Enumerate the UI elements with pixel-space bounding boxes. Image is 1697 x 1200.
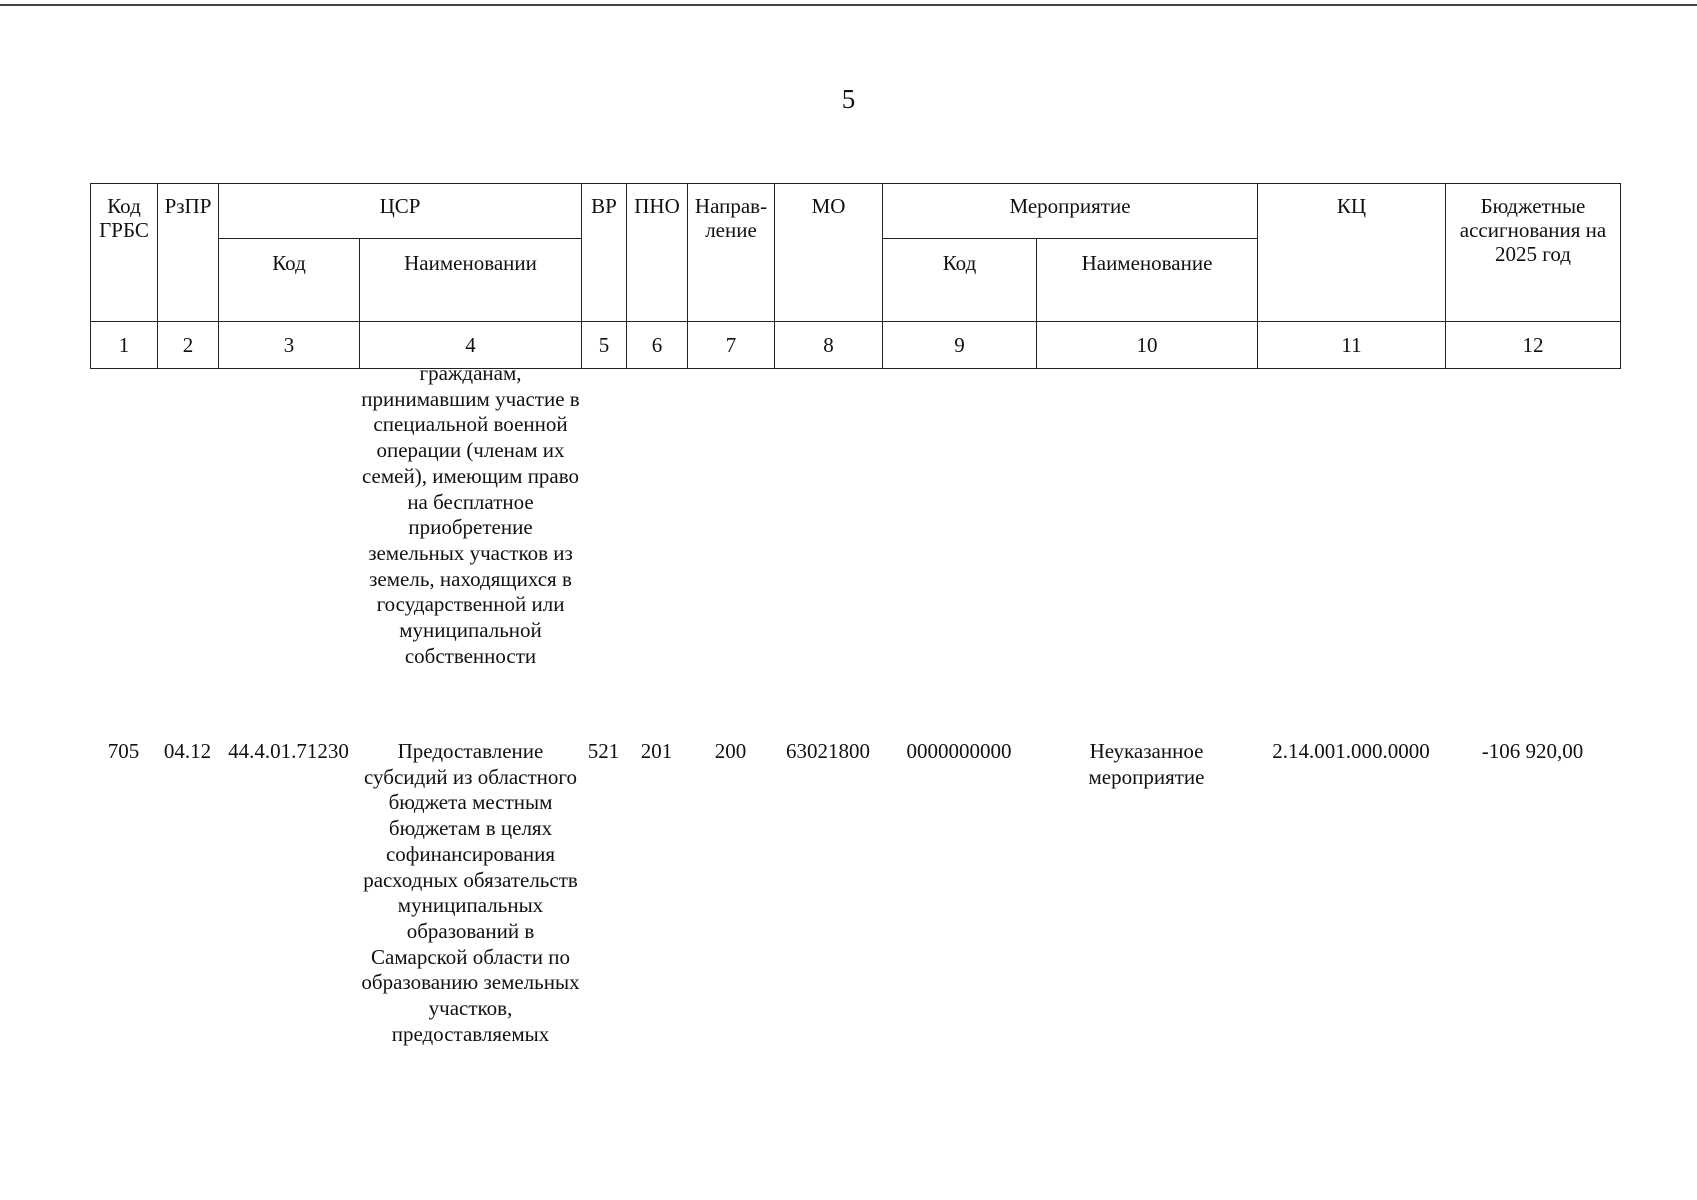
header-event-code: Код <box>883 239 1037 322</box>
row-pno: 201 <box>640 739 673 763</box>
budget-table <box>90 183 1621 369</box>
row-event-code: 0000000000 <box>906 739 1012 763</box>
row-kc: 2.14.001.000.0000 <box>1272 739 1430 763</box>
column-number: 9 <box>883 322 1037 369</box>
column-number: 6 <box>627 322 688 369</box>
row-csr-name: Предоставление субсидий из областного бюджета местным бюджетам в целях софинансирования расходных обязательств муниципальных образований в Самарской области по образованию земельных участков, предоставляемых <box>361 739 580 1046</box>
column-number: 5 <box>582 322 627 369</box>
row-budget: -106 920,00 <box>1481 739 1584 763</box>
header-budget: Бюджетные ассигнования на 2025 год <box>1446 184 1621 322</box>
header-mo: МО <box>775 184 883 322</box>
header-csr-code: Код <box>219 239 360 322</box>
header-event-name: Наименование <box>1037 239 1258 322</box>
column-number: 7 <box>688 322 775 369</box>
column-number: 10 <box>1037 322 1258 369</box>
column-number: 3 <box>219 322 360 369</box>
column-number: 1 <box>91 322 158 369</box>
row-direction: 200 <box>714 739 747 763</box>
row-grbs: 705 <box>107 739 140 763</box>
column-number: 12 <box>1446 322 1621 369</box>
header-event: Мероприятие <box>883 184 1258 239</box>
header-csr: ЦСР <box>219 184 582 239</box>
column-number: 8 <box>775 322 883 369</box>
top-rule <box>0 4 1697 6</box>
row-rzpr: 04.12 <box>163 739 212 763</box>
row-mo: 63021800 <box>786 739 870 763</box>
header-direction: Направ- ление <box>688 184 775 322</box>
column-number: 2 <box>158 322 219 369</box>
header-kc: КЦ <box>1258 184 1446 322</box>
page-number: 5 <box>841 84 856 114</box>
header-csr-name: Наименовании <box>360 239 582 322</box>
header-rzpr: РзПР <box>158 184 219 322</box>
continuation-text: гражданам, принимавшим участие в специальной военной операции (членам их семей), имеющим право на бесплатное приобретение земельных участков из земель, находящихся в государственной или муниципальной собственности <box>361 361 580 668</box>
header-vr: ВР <box>582 184 627 322</box>
header-pno: ПНО <box>627 184 688 322</box>
header-grbs: Код ГРБС <box>91 184 158 322</box>
row-vr: 521 <box>587 739 620 763</box>
row-csr-code: 44.4.01.71230 <box>228 739 349 763</box>
column-number: 4 <box>360 322 582 369</box>
row-event-name: Неуказанное мероприятие <box>1088 739 1205 789</box>
column-number: 11 <box>1258 322 1446 369</box>
